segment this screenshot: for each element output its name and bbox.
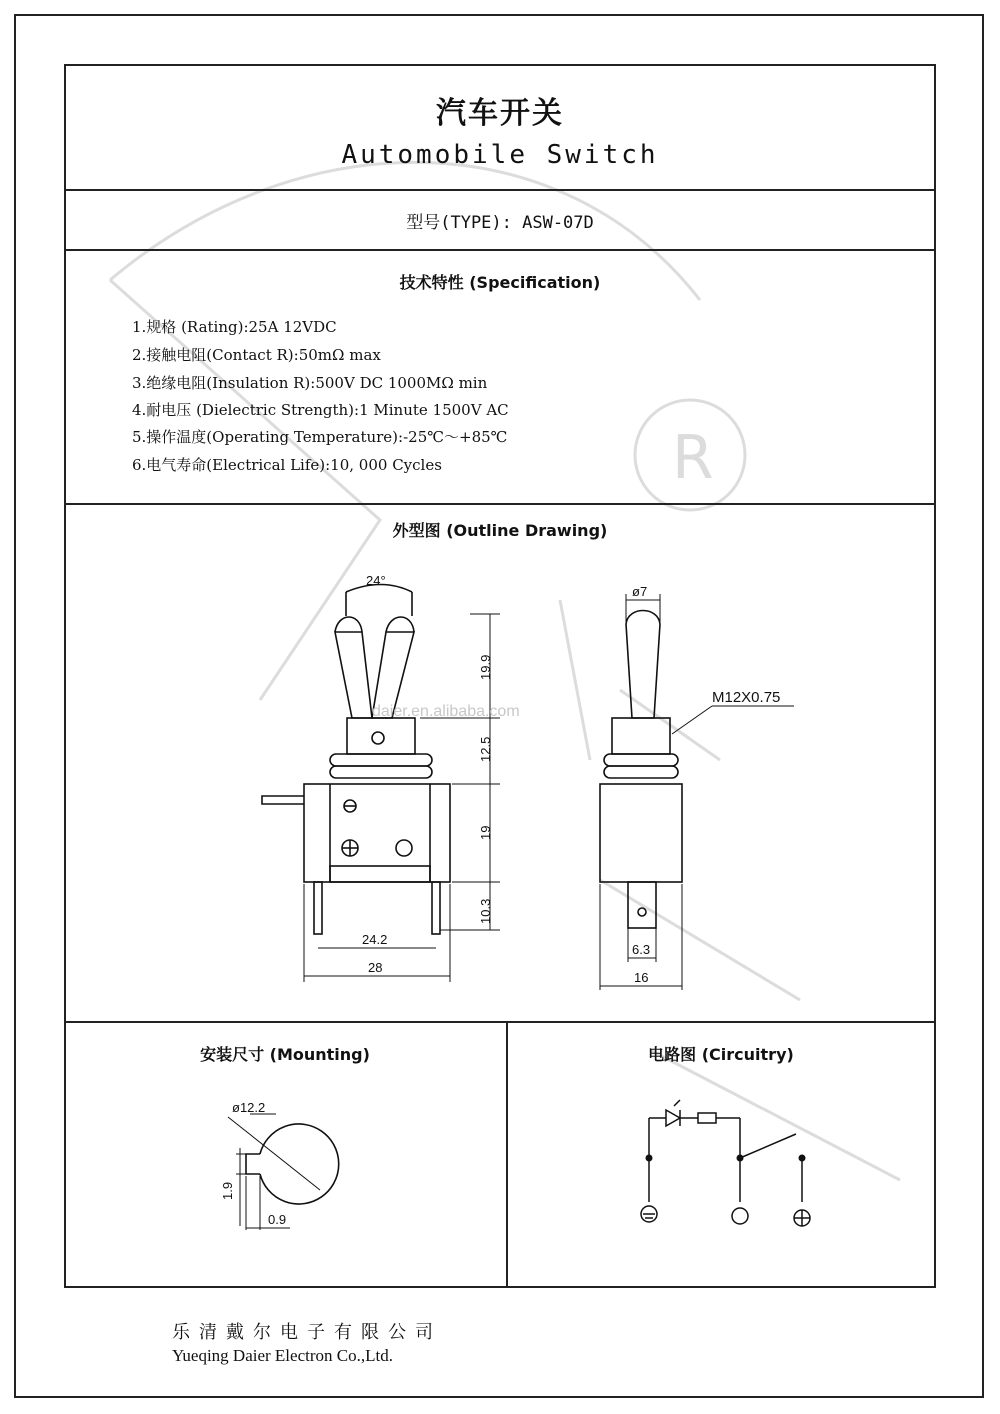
spec-item-dielectric: 4.耐电压 (Dielectric Strength):1 Minute 1500V AC [132, 401, 509, 419]
dim-terminal-spacing: 24.2 [362, 932, 388, 947]
company-name-english: Yueqing Daier Electron Co.,Ltd. [172, 1346, 393, 1365]
watermark-url: daier.en.alibaba.com [372, 703, 520, 720]
dim-key-height: 1.9 [220, 1181, 235, 1200]
title-english: Automobile Switch [341, 140, 659, 170]
spec-item-life: 6.电气寿命(Electrical Life):10, 000 Cycles [132, 456, 442, 474]
dim-terminal-width: 6.3 [632, 942, 651, 957]
dim-key-width: 0.9 [268, 1212, 287, 1227]
dim-bushing-height: 12.5 [478, 736, 493, 762]
dim-mount-diameter: ø12.2 [232, 1100, 266, 1115]
spec-item-rating: 1.规格 (Rating):25A 12VDC [132, 318, 337, 336]
dim-thread: M12X0.75 [712, 689, 781, 706]
mounting-heading: 安装尺寸 (Mounting) [200, 1045, 370, 1064]
spec-item-contact: 2.接触电阻(Contact R):50mΩ max [132, 346, 381, 364]
circuitry-heading: 电路图 (Circuitry) [648, 1045, 794, 1064]
spec-heading: 技术特性 (Specification) [399, 273, 601, 292]
svg-text:R: R [672, 423, 714, 493]
dim-terminal-height: 10.3 [478, 898, 493, 924]
dim-body-height: 19 [478, 825, 493, 840]
dim-lever-diameter: ø7 [632, 584, 648, 599]
model-type: 型号(TYPE): ASW-07D [406, 213, 594, 233]
dim-angle: 24° [366, 573, 386, 588]
title-chinese: 汽车开关 [436, 96, 564, 131]
spec-item-insulation: 3.绝缘电阻(Insulation R):500V DC 1000MΩ min [132, 374, 488, 392]
dim-body-width: 28 [368, 960, 383, 975]
company-name-chinese: 乐清戴尔电子有限公司 [172, 1322, 442, 1343]
dim-lever-height: 19.9 [478, 654, 493, 680]
dim-side-width: 16 [634, 970, 649, 985]
outline-heading: 外型图 (Outline Drawing) [392, 521, 608, 540]
spec-item-temperature: 5.操作温度(Operating Temperature):-25℃～+85℃ [132, 428, 508, 446]
